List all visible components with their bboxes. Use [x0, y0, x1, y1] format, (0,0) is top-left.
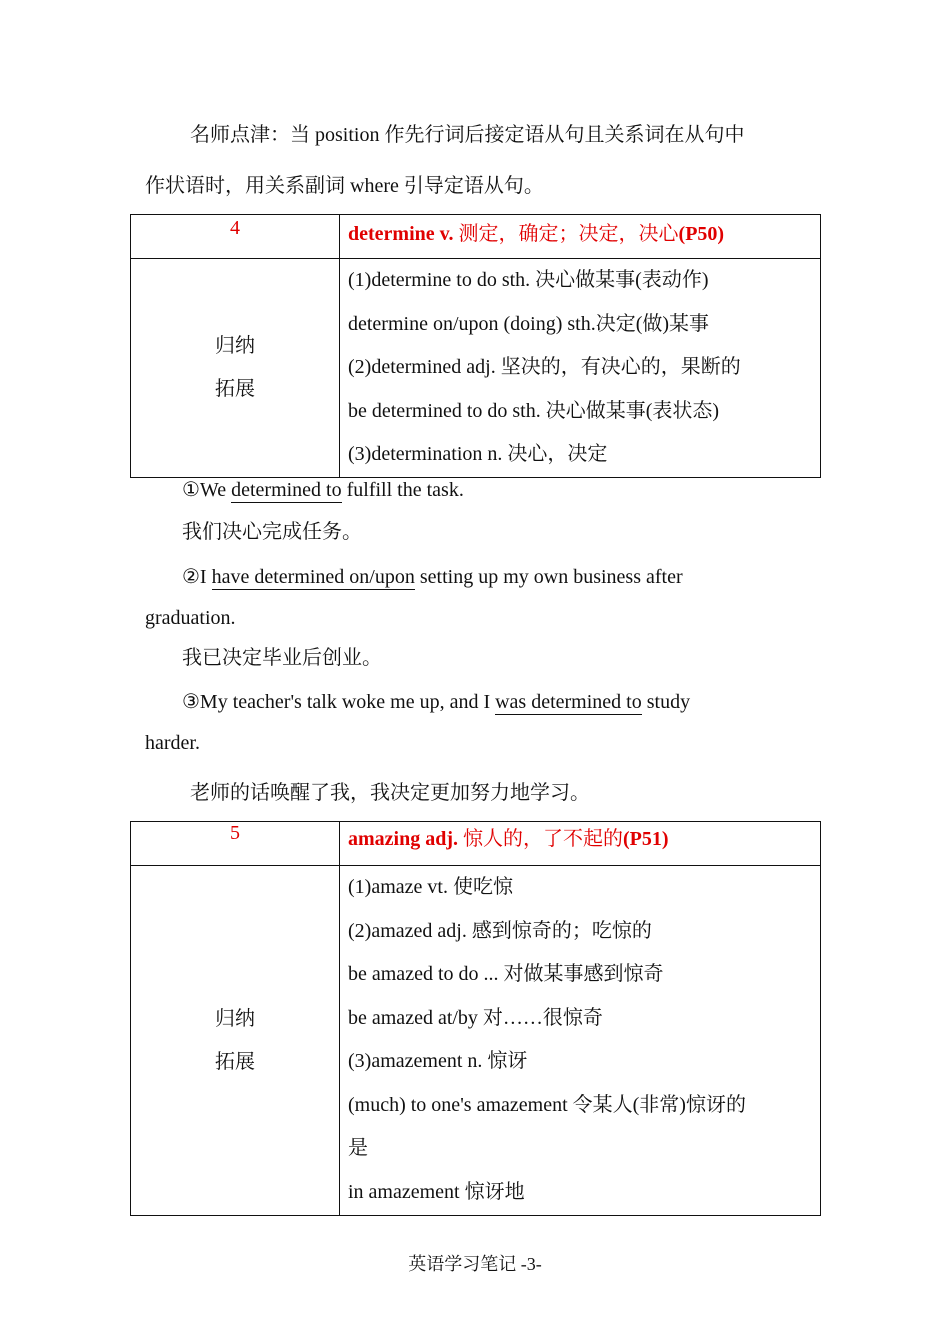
entry-headword: [340, 822, 821, 866]
list-item: (3)determination n. 决心，决定: [348, 443, 608, 465]
entry-number: 5: [131, 822, 340, 866]
summary-label: 归纳 拓展: [131, 259, 340, 478]
page-footer: 英语学习笔记 -3-: [408, 1254, 542, 1274]
entry-headword: [340, 215, 821, 259]
page-ref: (P50): [678, 223, 725, 245]
entry-number: 4: [131, 215, 340, 259]
expansion-list: [340, 259, 821, 478]
answer-blank: determined to: [231, 479, 342, 501]
list-item: (1)determine to do sth. 决心做某事(表动作): [348, 269, 709, 291]
example-1-translation: 我们决心完成任务。: [182, 521, 362, 543]
list-item: be amazed to do ... 对做某事感到惊奇: [348, 963, 664, 985]
headword-meaning: 测定，确定；决定，决心: [458, 223, 679, 245]
example-2-continued: graduation.: [145, 607, 236, 629]
headword-meaning: 惊人的，了不起的: [463, 828, 623, 850]
example-1: ①We determined to fulfill the task.: [182, 479, 464, 501]
vocab-table-amazing: [130, 821, 821, 1216]
list-item: be determined to do sth. 决心做某事(表状态): [348, 399, 720, 422]
answer-blank: have determined on/upon: [211, 566, 415, 588]
expansion-list: [340, 866, 821, 1216]
note-line-1: 名师点津：当 position 作先行词后接定语从句且关系词在从句中: [190, 124, 745, 146]
example-2-translation: 我已决定毕业后创业。: [182, 647, 382, 669]
example-3-continued: harder.: [145, 732, 200, 754]
answer-blank: was determined to: [495, 691, 642, 713]
summary-label: 归纳 拓展: [131, 866, 340, 1216]
note-line-2: 作状语时，用关系副词 where 引导定语从句。: [145, 175, 544, 197]
vocab-table-determine: [130, 214, 821, 478]
page-ref: (P51): [623, 828, 669, 850]
list-item: (3)amazement n. 惊讶: [348, 1050, 528, 1072]
list-item: in amazement 惊讶地: [348, 1180, 525, 1203]
example-2: ②I have determined on/upon setting up my own business after: [182, 566, 683, 588]
list-item: (2)amazed adj. 感到惊奇的；吃惊的: [348, 919, 652, 942]
headword: determine v.: [348, 223, 454, 245]
list-item: (much) to one's amazement 令某人(非常)惊讶的: [348, 1093, 746, 1116]
list-item: (1)amaze vt. 使吃惊: [348, 876, 513, 898]
list-item: be amazed at/by 对……很惊奇: [348, 1006, 603, 1029]
example-3: ③My teacher's talk woke me up, and I was determined to study: [182, 691, 691, 713]
headword: amazing adj.: [348, 828, 458, 850]
list-item: (2)determined adj. 坚决的，有决心的，果断的: [348, 356, 741, 378]
example-3-translation: 老师的话唤醒了我，我决定更加努力地学习。: [190, 782, 590, 804]
list-item: determine on/upon (doing) sth.决定(做)某事: [348, 312, 710, 335]
list-item: 是: [348, 1137, 368, 1159]
